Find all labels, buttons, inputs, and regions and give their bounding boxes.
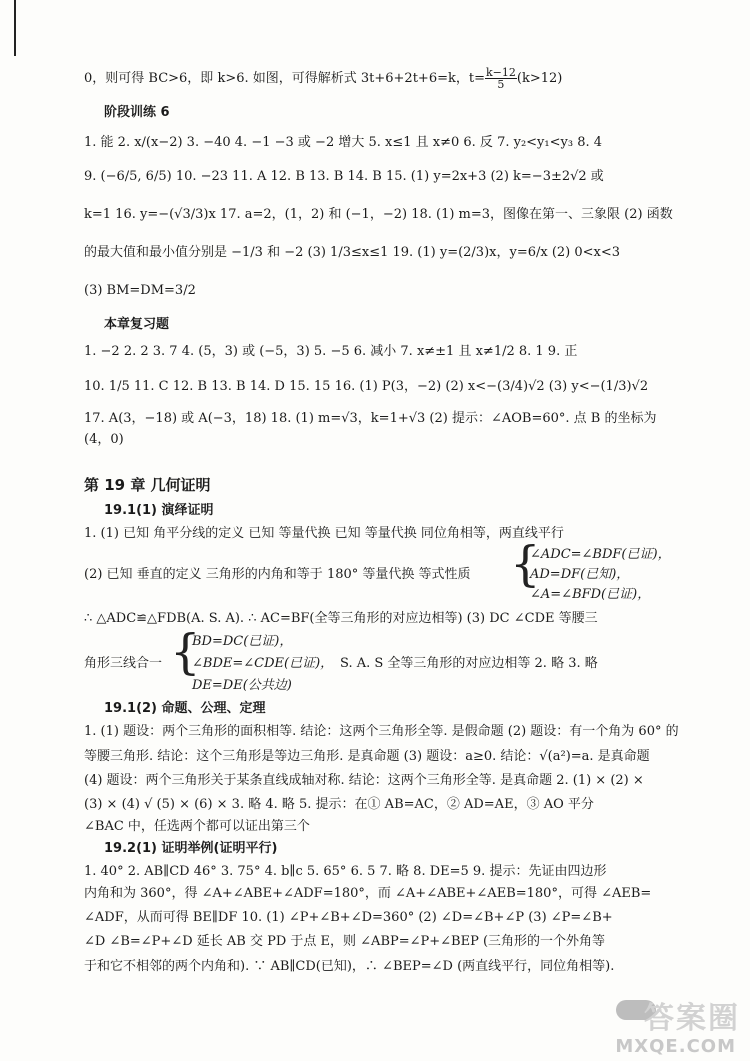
- answer-line-22: (4) 题设：两个三角形关于某条直线成轴对称. 结论：这两个三角形全等. 是真命题 2. (1) × (2) ×: [84, 773, 644, 788]
- section-title-19-1-1: 19.1(1) 演绎证明: [104, 503, 214, 518]
- page-spine-line: [14, 0, 16, 56]
- fraction-numerator: k−12: [485, 66, 516, 79]
- answer-line-06: 的最大值和最小值分别是 −1/3 和 −2 (3) 1/3≤x≤1 19. (1) y=(2/3)x，y=6/x (2) 0<x<3: [84, 245, 621, 260]
- section-title-chapter-review: 本章复习题: [104, 317, 170, 332]
- system-row: DE=DE(公共边): [192, 678, 292, 693]
- answer-text: (k>12): [516, 71, 563, 86]
- answer-line-07: (3) BM=DM=3/2: [84, 283, 196, 298]
- answer-line-18-tail: S. A. S 全等三角形的对应边相等 2. 略 3. 略: [340, 656, 598, 671]
- system-row: ∠ADC=∠BDF(已证)，: [530, 547, 671, 562]
- chapter-title: 第 19 章 几何证明: [84, 476, 211, 494]
- answer-line-05: k=1 16. y=−(√3/3)x 17. a=2，(1，2) 和 (−1，−2) 18. (1) m=3，图像在第一、三象限 (2) 函数: [84, 207, 673, 222]
- answer-line-12: (4，0): [84, 432, 124, 447]
- system-row: ∠BDE=∠CDE(已证)，: [192, 656, 334, 671]
- answer-text: 0，则可得 BC>6，即 k>6. 如图，可得解析式 3t+6+2t+6=k，t=: [84, 71, 485, 86]
- answer-line-10: 10. 1/5 11. C 12. B 13. B 14. D 15. 15 16. (1) P(3，−2) (2) x<−(3/4)√2 (3) y<−(1/3)√2: [84, 379, 649, 394]
- fraction: [485, 67, 517, 90]
- answer-line-26: 1. 40° 2. AB∥CD 46° 3. 75° 4. b∥c 5. 65° 6. 5 7. 略 8. DE=5 9. 提示：先证由四边形: [84, 864, 607, 879]
- answer-line-18: [84, 655, 162, 673]
- system-row: BD=DC(已证)，: [192, 634, 293, 649]
- answer-line-28: ∠ADF，从而可得 BE∥DF 10. (1) ∠P+∠B+∠D=360° (2) ∠D=∠B+∠P (3) ∠P=∠B+: [84, 910, 613, 925]
- answer-line-20: 1. (1) 题设：两个三角形的面积相等. 结论：这两个三角形全等. 是假命题 (2) 题设：有一个角为 60° 的: [84, 724, 679, 739]
- answer-text: 角形三线合一: [84, 656, 163, 671]
- answer-line-24: ∠BAC 中，任选两个都可以证出第三个: [84, 819, 310, 834]
- answer-line-09: 1. −2 2. 2 3. 7 4. (5，3) 或 (−5，3) 5. −5 6. 减小 7. x≠±1 且 x≠1/2 8. 1 9. 正: [84, 344, 578, 359]
- system-row: ∠A=∠BFD(已证)，: [530, 587, 651, 602]
- answer-line-30: 于和它不相邻的两个内角和). ∵ AB∥CD(已知)，∴ ∠BEP=∠D (两直线平行，同位角相等).: [84, 959, 615, 974]
- answer-line-15: 1. (1) 已知 角平分线的定义 已知 等量代换 已知 等量代换 同位角相等，两直线平行: [84, 526, 564, 541]
- answer-line-16: (2) 已知 垂直的定义 三角形的内角和等于 180° 等量代换 等式性质: [84, 567, 471, 582]
- watermark: [590, 991, 750, 1061]
- watermark-logo: 答案圈: [644, 1001, 740, 1036]
- answer-line-17: ∴ △ADC≌△FDB(A. S. A). ∴ AC=BF(全等三角形的对应边相等) (3) DC ∠CDE 等腰三: [84, 611, 598, 626]
- fraction-denominator: 5: [497, 78, 505, 91]
- section-title-stage-6: 阶段训练 6: [104, 105, 170, 120]
- answer-line-01: [84, 67, 562, 90]
- answer-line-04: 9. (−6/5, 6/5) 10. −23 11. A 12. B 13. B 14. B 15. (1) y=2x+3 (2) k=−3±2√2 或: [84, 169, 604, 184]
- section-title-19-2-1: 19.2(1) 证明举例(证明平行): [104, 841, 278, 856]
- system-brace: {: [170, 624, 201, 680]
- answer-line-23: (3) × (4) √ (5) × (6) × 3. 略 4. 略 5. 提示：在① AB=AC，② AD=AE，③ AO 平分: [84, 797, 594, 812]
- answer-line-27: 内角和为 360°，得 ∠A+∠ABE+∠ADF=180°，而 ∠A+∠ABE+∠AEB=180°，可得 ∠AEB=: [84, 886, 652, 901]
- answer-line-29: ∠D ∠B=∠P+∠D 延长 AB 交 PD 于点 E，则 ∠ABP=∠P+∠BEP (三角形的一个外角等: [84, 934, 606, 949]
- answer-line-21: 等腰三角形. 结论：这个三角形是等边三角形. 是真命题 (3) 题设：a≥0. 结论：√(a²)=a. 是真命题: [84, 749, 650, 764]
- section-title-19-1-2: 19.1(2) 命题、公理、定理: [104, 701, 266, 716]
- system-row: AD=DF(已知)，: [530, 567, 630, 582]
- answer-line-11: 17. A(3，−18) 或 A(−3，18) 18. (1) m=√3，k=1+√3 (2) 提示：∠AOB=60°. 点 B 的坐标为: [84, 411, 657, 426]
- system-brace: {: [510, 536, 541, 592]
- answer-line-03: 1. 能 2. x/(x−2) 3. −40 4. −1 −3 或 −2 增大 5. x≤1 且 x≠0 6. 反 7. y₂<y₁<y₃ 8. 4: [84, 135, 602, 150]
- watermark-site: MXQE.COM: [615, 1036, 736, 1057]
